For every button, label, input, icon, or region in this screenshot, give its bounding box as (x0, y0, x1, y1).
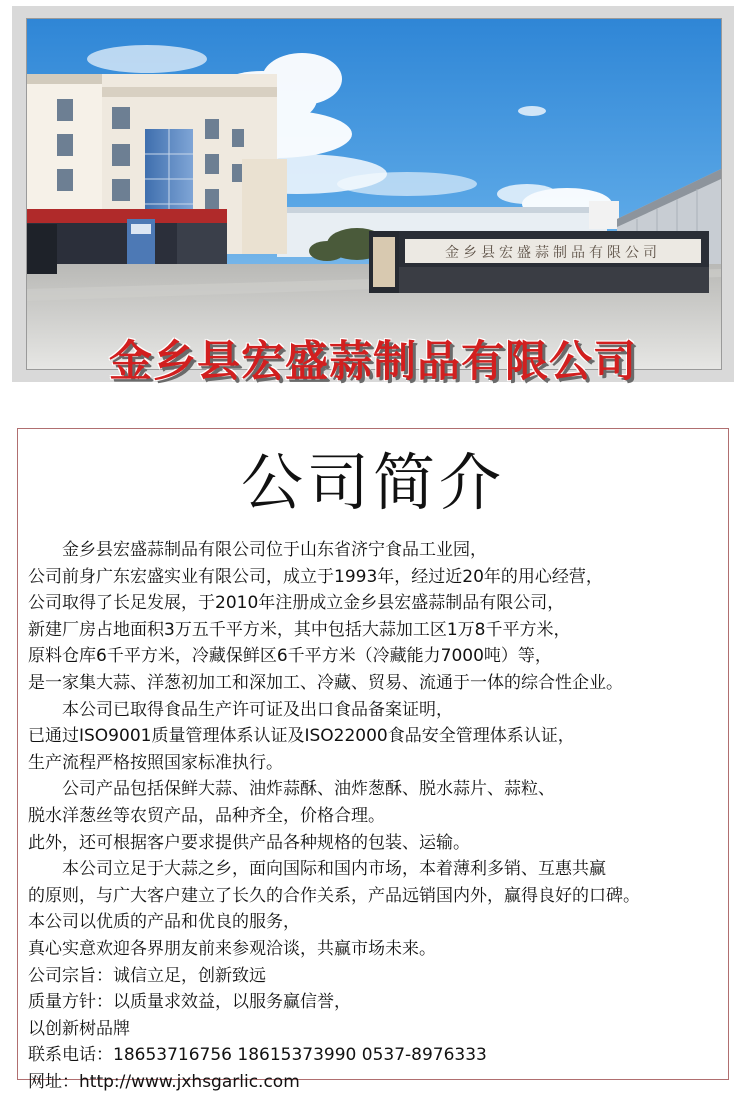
website-line: 网址：http://www.jxhsgarlic.com (28, 1071, 300, 1092)
intro-line: 公司取得了长足发展，于2010年注册成立金乡县宏盛蒜制品有限公司， (28, 593, 565, 614)
intro-text (28, 537, 728, 1095)
intro-line: 本公司已取得食品生产许可证及出口食品备案证明， (28, 699, 453, 720)
intro-line: 真心实意欢迎各界朋友前来参观洽谈，共赢市场未来。 (28, 938, 436, 959)
intro-line: 原料仓库6千平方米，冷藏保鲜区6千平方米（冷藏能力7000吨）等， (28, 646, 552, 667)
intro-line: 是一家集大蒜、洋葱初加工和深加工、冷藏、贸易、流通于一体的综合性企业。 (28, 672, 623, 693)
intro-line: 金乡县宏盛蒜制品有限公司位于山东省济宁食品工业园， (28, 540, 487, 560)
phone-line: 联系电话：18653716756 18615373990 0537-8976333 (28, 1045, 487, 1066)
intro-line: 新建厂房占地面积3万五千平方米，其中包括大蒜加工区1万8千平方米， (28, 619, 571, 640)
hero-banner (12, 6, 734, 387)
intro-line: 本公司以优质的产品和优良的服务， (28, 912, 300, 933)
intro-line: 的原则，与广大客户建立了长久的合作关系，产品远销国内外，赢得良好的口碑。 (28, 885, 640, 906)
intro-heading: 公司简介 (240, 446, 505, 519)
intro-line: 此外，还可根据客户要求提供产品各种规格的包装、运输。 (28, 832, 470, 853)
intro-line: 公司前身广东宏盛实业有限公司，成立于1993年，经过近20年的用心经营， (28, 566, 603, 587)
quality-policy-line: 以创新树品牌 (28, 1018, 130, 1039)
intro-line: 公司产品包括保鲜大蒜、油炸蒜酥、油炸葱酥、脱水蒜片、蒜粒、 (28, 779, 555, 800)
factory-photo (26, 18, 722, 370)
intro-line: 已通过ISO9001质量管理体系认证及ISO22000食品安全管理体系认证， (28, 726, 575, 747)
intro-line: 脱水洋葱丝等农贸产品，品种齐全，价格合理。 (28, 805, 385, 826)
company-name-banner: 金乡县宏盛蒜制品有限公司 (109, 337, 637, 387)
gate-sign-text: 金乡县宏盛蒜制品有限公司 (445, 245, 661, 261)
intro-line: 生产流程严格按照国家标准执行。 (28, 752, 283, 773)
factory-photo-illustration (27, 19, 721, 369)
company-intro-card (17, 428, 729, 1092)
quality-policy-line: 质量方针：以质量求效益，以服务赢信誉， (28, 992, 351, 1013)
intro-line: 本公司立足于大蒜之乡，面向国际和国内市场，本着薄利多销、互惠共赢 (28, 859, 606, 880)
motto-line: 公司宗旨：诚信立足，创新致远 (28, 965, 266, 986)
